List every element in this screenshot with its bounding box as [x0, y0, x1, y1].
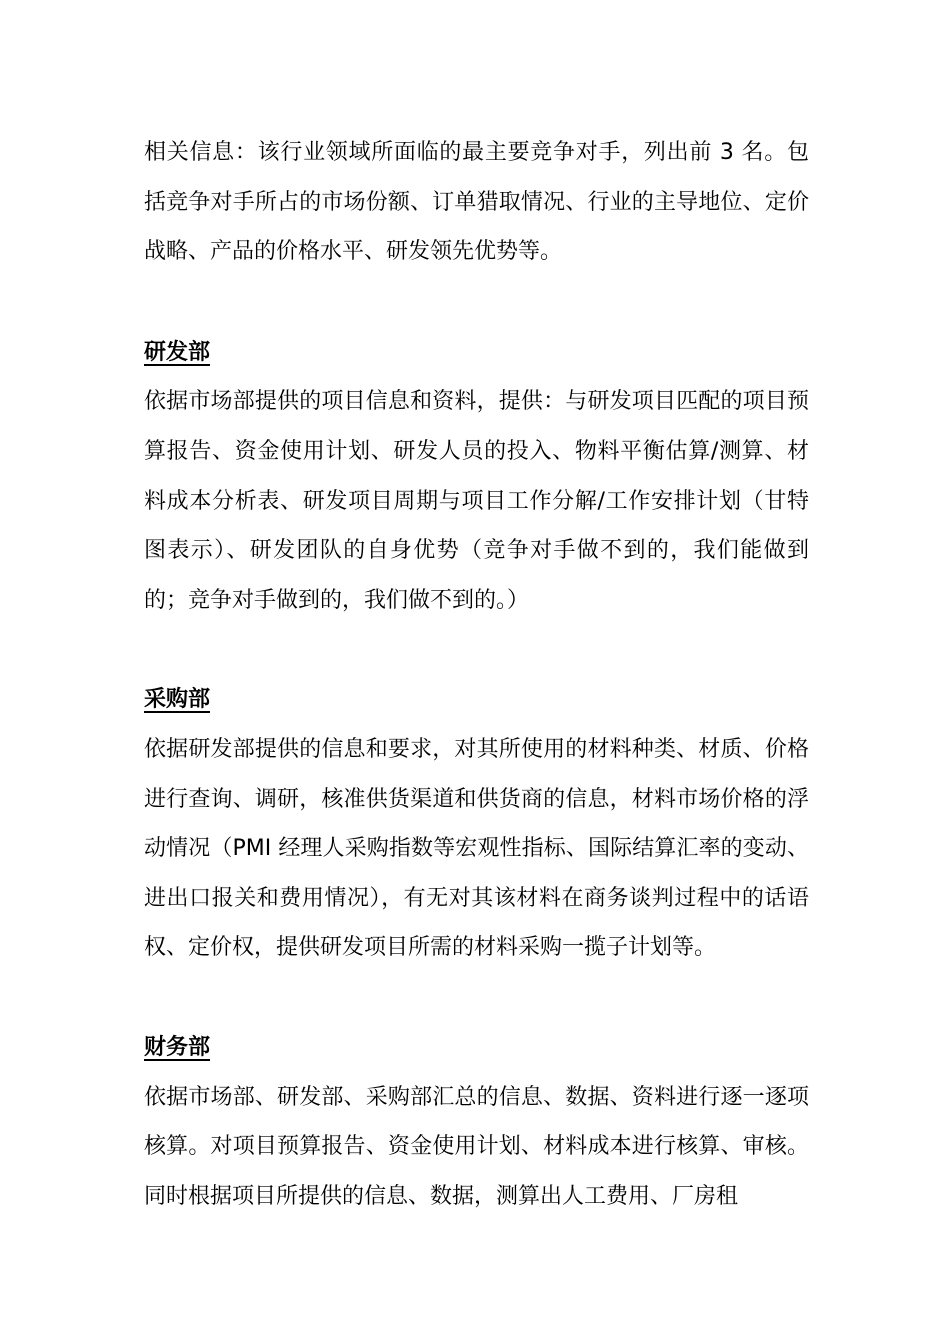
section-heading-procurement: 采购部: [144, 687, 211, 713]
section-finance: [144, 1023, 809, 1221]
section-spacer: [144, 277, 809, 328]
intro-paragraph: 相关信息：该行业领域所面临的最主要竞争对手，列出前 3 名。包括竞争对手所占的市场份额、订单猎取情况、行业的主导地位、定价战略、产品的价格水平、研发领先优势等。: [144, 140, 809, 265]
section-body-rd: 依据市场部提供的项目信息和资料，提供：与研发项目匹配的项目预算报告、资金使用计划、研发人员的投入、物料平衡估算/测算、材料成本分析表、研发项目周期与项目工作分解/工作安排计划（甘特图表示）、研发团队的自身优势（竞争对手做不到的，我们能做到的；竞争对手做到的，我们做不到的。）: [144, 389, 809, 613]
section-heading-finance: 财务部: [144, 1034, 211, 1060]
section-body-procurement: 依据研发部提供的信息和要求，对其所使用的材料种类、材质、价格进行查询、调研，核准供货渠道和供货商的信息，材料市场价格的浮动情况（PMI 经理人采购指数等宏观性指标、国际结算汇率的变动、进出口报关和费用情况），有无对其该材料在商务谈判过程中的话语权、定价权，提供研发项目所需的材料采购一揽子计划等。: [144, 736, 809, 961]
section-procurement: [144, 675, 809, 973]
section-rd: [144, 328, 809, 626]
section-heading-rd: 研发部: [144, 339, 211, 365]
section-body-finance: 依据市场部、研发部、采购部汇总的信息、数据、资料进行逐一逐项核算。对项目预算报告、资金使用计划、材料成本进行核算、审核。同时根据项目所提供的信息、数据，测算出人工费用、厂房租: [144, 1084, 809, 1209]
document-content: [144, 128, 809, 1221]
section-spacer: [144, 973, 809, 1023]
section-spacer: [144, 625, 809, 675]
